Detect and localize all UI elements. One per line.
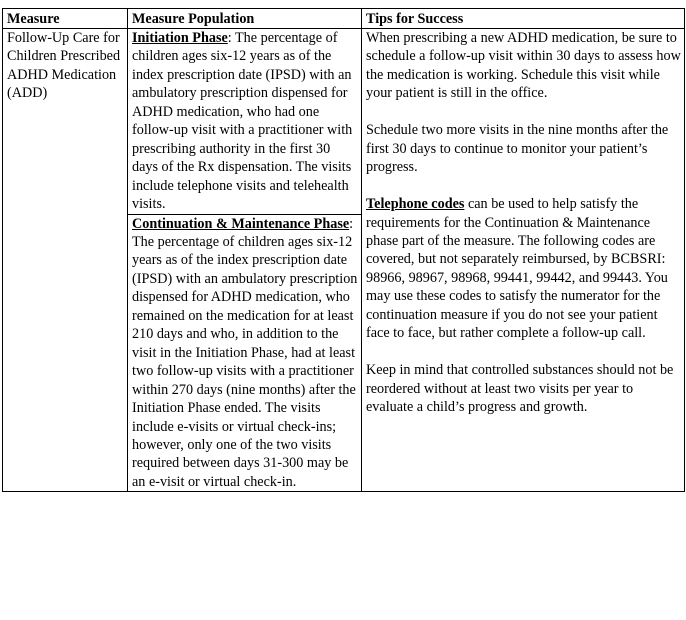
- table-row-initiation: [3, 29, 685, 215]
- tip-paragraph-followup: When prescribing a new ADHD medication, be sure to schedule a follow-up visit within 30 days to assess how the medication is working. Schedule this visit while your patient is still in the office.: [366, 30, 681, 102]
- telephone-codes-label: Telephone codes: [366, 196, 465, 213]
- tip-paragraph-controlled-substances: Keep in mind that controlled substances should not be reordered without at least two visits per year to evaluate a child’s progress and growth.: [366, 362, 674, 416]
- continuation-phase-title: Continuation & Maintenance Phase: [132, 215, 350, 232]
- telephone-codes-text: can be used to help satisfy the requirements for the Continuation & Maintenance phase part of the measure. The following codes are covered, but not separately reimbursed, by BCBSRI: 98966, 98967, 98968, 99441, 99442, and 99443. You may use these codes to satisfy the numerator for the continuation measure if you do not see your patient face to face, but rather complete a follow-up call.: [366, 196, 668, 342]
- header-measure: Measure: [3, 9, 128, 29]
- measure-name-cell: [3, 29, 128, 492]
- header-row: [3, 9, 685, 29]
- tip-paragraph-telephone: [366, 195, 682, 343]
- initiation-phase-text: : The percentage of children ages six-12 years as of the index prescription date (IPSD) with an ambulatory prescription dispensed for ADHD medication, who had one follow-up visit with a practitioner with prescribing authority in the first 30 days of the Rx dispensation. The visits include telephone visits and telehealth visits.: [132, 30, 353, 213]
- initiation-phase-cell: [128, 29, 362, 215]
- tip-paragraph-schedule: Schedule two more visits in the nine months after the first 30 days to continue to monitor your patient’s progress.: [366, 122, 669, 176]
- tips-cell: [362, 29, 685, 492]
- continuation-phase-cell: [128, 214, 362, 492]
- header-measure-population: Measure Population: [128, 9, 362, 29]
- continuation-phase-text: : The percentage of children ages six-12 years as of the index prescription date (IPSD) with an ambulatory prescription dispensed for ADHD medication, who remained on the medication for at least 210 days and who, in addition to the visit in the Initiation Phase, had at least two follow-up visits with a practitioner within 270 days (nine months) after the Initiation Phase ended. The visits include e-visits or virtual check-ins; however, only one of the two visits required between days 31-300 may be an e-visit or virtual check-in.: [132, 215, 358, 490]
- measure-table: [2, 8, 685, 492]
- header-tips-for-success: Tips for Success: [362, 9, 685, 29]
- measure-name: Follow-Up Care for Children Prescribed ADHD Medication (ADD): [7, 30, 121, 102]
- initiation-phase-title: Initiation Phase: [132, 30, 228, 46]
